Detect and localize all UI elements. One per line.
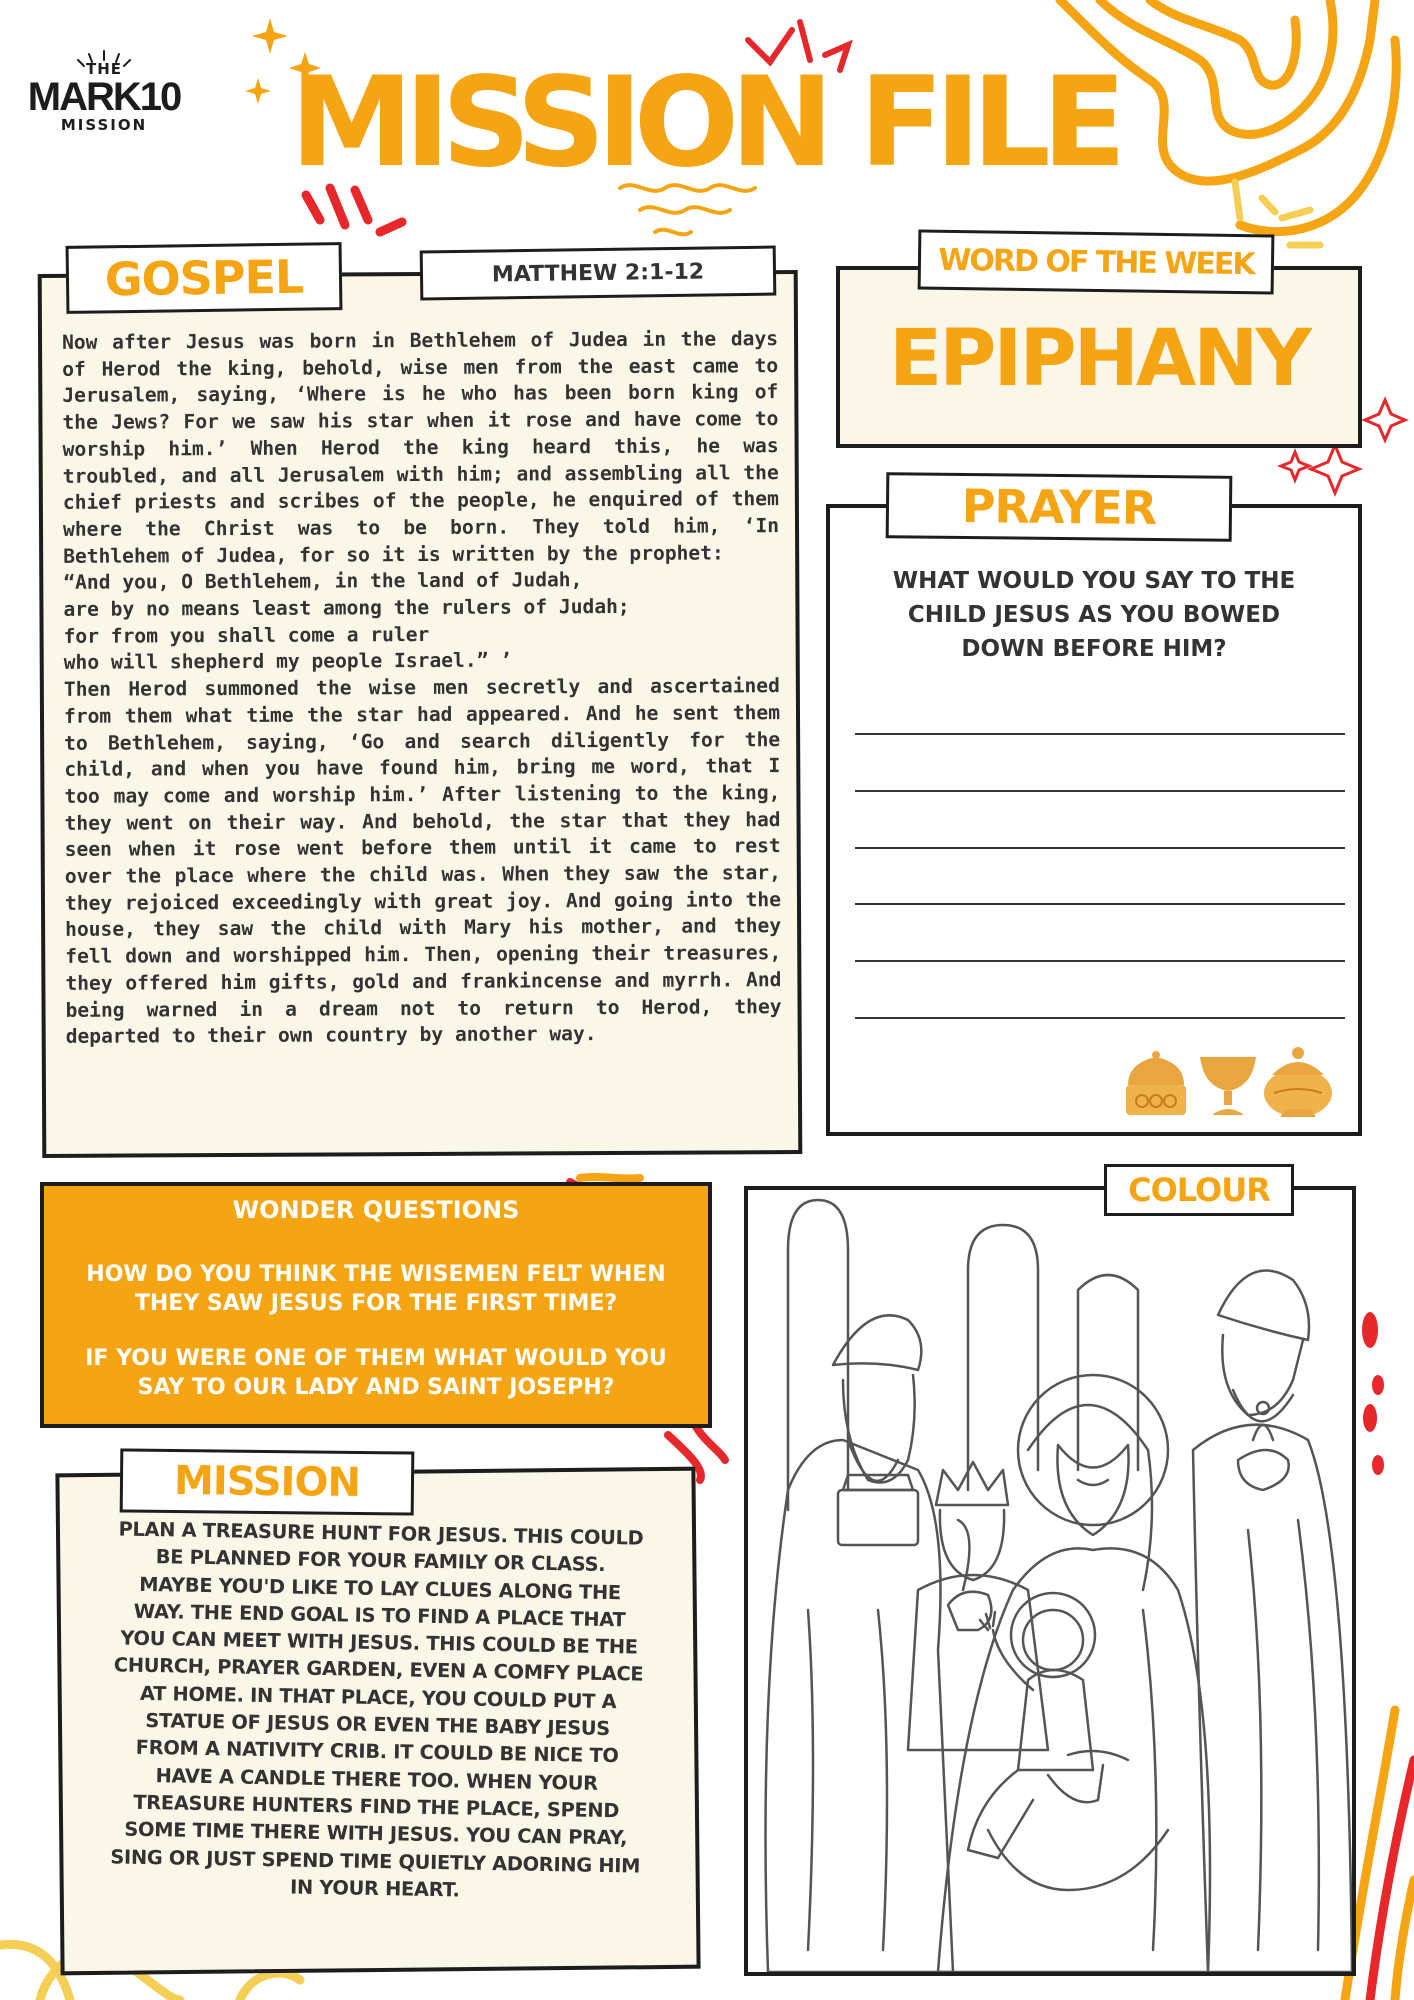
mission-line: AT HOME. IN THAT PLACE, YOU COULD PUT A: [139, 1681, 617, 1713]
logo-name: MARK10: [27, 75, 181, 119]
chalice-icon: [1200, 1057, 1256, 1115]
vessel-icon: [1264, 1047, 1332, 1117]
mission-line: YOU CAN MEET WITH JESUS. THIS COULD BE THE: [120, 1626, 638, 1659]
red-drops-right: [1362, 1312, 1384, 1475]
gospel-text: [62, 326, 782, 1051]
mission-line: SING OR JUST SPEND TIME QUIETLY ADORING HIM: [110, 1844, 641, 1878]
word-of-week-panel: [836, 266, 1362, 448]
wonder-question-1-line-2: THEY SAW JESUS FOR THE FIRST TIME?: [134, 1291, 618, 1316]
prayer-tab: PRAYER: [886, 472, 1233, 542]
prayer-panel: [826, 504, 1362, 1136]
gospel-verse-1: “And you, O Bethlehem, in the land of Judah,: [63, 568, 583, 595]
gifts-illustration: [1120, 1045, 1340, 1120]
orange-dash-middle: [580, 1177, 640, 1178]
mission-line: TREASURE HUNTERS FIND THE PLACE, SPEND: [133, 1790, 620, 1823]
mission-tab: MISSION: [120, 1448, 415, 1515]
prayer-prompt-line-2: CHILD JESUS AS YOU BOWED: [907, 602, 1281, 628]
gospel-paragraph-2: Then Herod summoned the wise men secretly and ascertained from them what time the star had appeared. And he sent them to Bethlehem, saying, ‘Go and search diligently for the child, and when you have found him, bring me word, that I too may come and worship him.’ After listening to the king, they went on their way. And behold, the star that they had seen when it rose went before them until it came to rest over the place where the child was. When they saw the star, they rejoiced exceedingly with great joy. And going into the house, they saw the child with Mary his mother, and they fell down and worshipped him. Then, opening their treasures, they offered him gifts, gold and frankincense and myrrh. And being warned in a dream not to return to Herod, they departed to their own country by another way.: [63, 674, 782, 1049]
mission-line: STATUE OF JESUS OR EVEN THE BABY JESUS: [145, 1709, 611, 1741]
gospel-verse-3: for from you shall come a ruler: [63, 622, 430, 648]
mission-text: [65, 1515, 692, 1908]
colour-tab: COLOUR: [1104, 1164, 1294, 1216]
mission-line: IN YOUR HEART.: [289, 1875, 460, 1902]
wonder-question-2: [44, 1344, 708, 1402]
word-of-week-label: WORD OF THE WEEK: [918, 230, 1275, 295]
prayer-write-line[interactable]: [855, 733, 1345, 735]
page-title: MISSION FILE: [290, 51, 1118, 195]
prayer-prompt-line-1: WHAT WOULD YOU SAY TO THE: [892, 568, 1296, 594]
wonder-question-1-line-1: HOW DO YOU THINK THE WISEMEN FELT WHEN: [86, 1262, 666, 1287]
prayer-write-line[interactable]: [855, 847, 1345, 849]
mission-line: FROM A NATIVITY CRIB. IT COULD BE NICE TO: [135, 1736, 619, 1768]
mission-line: SOME TIME THERE WITH JESUS. YOU CAN PRAY,: [124, 1817, 628, 1850]
logo: [20, 48, 188, 158]
prayer-prompt: [830, 564, 1358, 666]
mission-line: HAVE A CANDLE THERE TOO. WHEN YOUR: [155, 1763, 598, 1795]
gospel-verse-4: who will shepherd my people Israel.” ’: [63, 648, 513, 675]
prayer-prompt-line-3: DOWN BEFORE HIM?: [961, 636, 1227, 662]
mission-line: PLAN A TREASURE HUNT FOR JESUS. THIS COULD: [118, 1517, 644, 1550]
gospel-reference: MATTHEW 2:1-12: [420, 246, 777, 301]
nativity-colouring-illustration: [748, 1190, 1352, 1972]
wonder-question-1: [44, 1260, 708, 1318]
treasure-box-icon: [1126, 1051, 1186, 1115]
prayer-write-line[interactable]: [855, 903, 1345, 905]
mission-line: BE PLANNED FOR YOUR FAMILY OR CLASS.: [155, 1545, 606, 1577]
prayer-write-line[interactable]: [855, 790, 1345, 792]
logo-the: THE: [85, 60, 123, 78]
colour-panel: [744, 1186, 1356, 1976]
logo-mission: MISSION: [60, 116, 148, 134]
prayer-write-line[interactable]: [855, 1017, 1345, 1019]
wonder-title: WONDER QUESTIONS: [232, 1196, 520, 1224]
gospel-paragraph-1: Now after Jesus was born in Bethlehem of Judea in the days of Herod the king, behold, wise men from the east came to Jerusalem, saying, ‘Where is he who has been born king of the Jews? For we saw his star when it rose and have come to worship him.’ When Herod the king heard this, he was troubled, and all Jerusalem with him; and assembling all the chief priests and scribes of the people, he enquired of them where the Christ was to be born. They told him, ‘In Bethlehem of Judea, for so it is written by the prophet:: [61, 327, 780, 568]
mission-line: WAY. THE END GOAL IS TO FIND A PLACE THAT: [133, 1599, 626, 1632]
mission-line: MAYBE YOU'D LIKE TO LAY CLUES ALONG THE: [139, 1572, 622, 1604]
mission-panel: [55, 1467, 700, 1976]
wonder-panel: [40, 1182, 712, 1428]
wonder-question-2-line-2: SAY TO OUR LADY AND SAINT JOSEPH?: [137, 1375, 615, 1400]
gospel-tab: GOSPEL: [66, 242, 343, 314]
gospel-panel: [38, 270, 803, 1158]
mission-line: CHURCH, PRAYER GARDEN, EVEN A COMFY PLACE: [113, 1653, 644, 1687]
prayer-write-line[interactable]: [855, 960, 1345, 962]
gospel-verse-2: are by no means least among the rulers of Judah;: [63, 594, 630, 621]
wonder-question-2-line-1: IF YOU WERE ONE OF THEM WHAT WOULD YOU: [85, 1346, 667, 1371]
word-of-week-word: EPIPHANY: [888, 314, 1310, 404]
